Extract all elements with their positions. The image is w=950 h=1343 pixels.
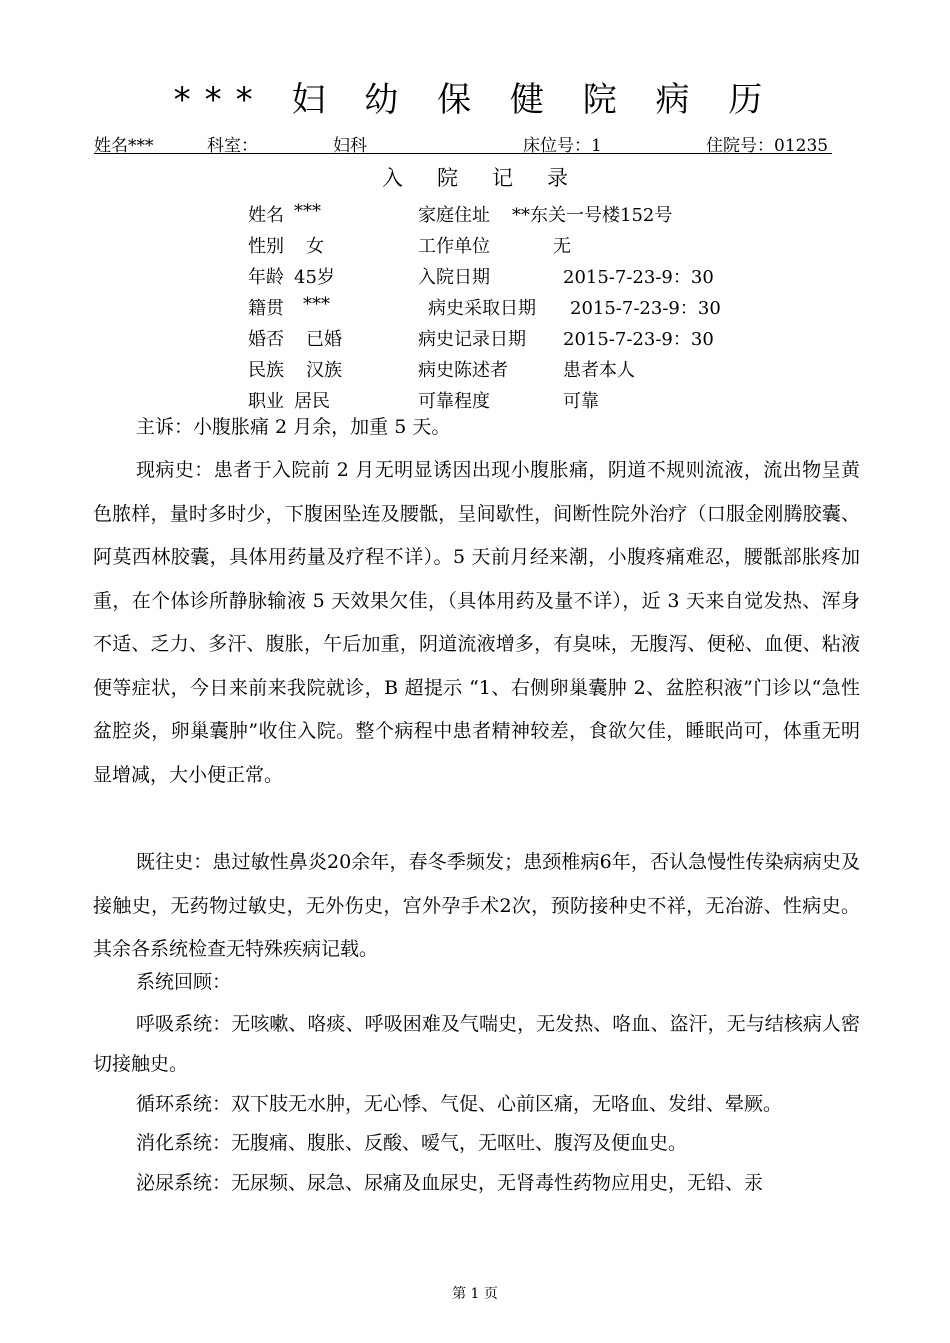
circulatory-system: 循环系统：双下肢无水肿，无心悸、气促、心前区痛，无咯血、发绀、晕厥。 (136, 1093, 783, 1115)
info-right-value: 可靠 (563, 391, 599, 412)
info-left-label: 年龄 (248, 267, 284, 288)
info-left-label: 婚否 (248, 329, 284, 350)
header-bed-number: 床位号：1 (523, 136, 602, 156)
info-left-value: *** (303, 294, 330, 315)
info-right-value: 患者本人 (563, 360, 635, 381)
header-name: 姓名*** (94, 136, 154, 156)
info-right-value: **东关一号楼152号 (512, 205, 673, 226)
info-right-label: 病史记录日期 (418, 329, 526, 350)
info-row (0, 201, 950, 225)
info-right-label: 工作单位 (418, 236, 490, 257)
info-left-value: *** (294, 201, 321, 222)
info-right-label: 家庭住址 (418, 205, 490, 226)
past-medical-history: 既往史：患过敏性鼻炎20余年，春冬季频发；患颈椎病6年，否认急慢性传染病病史及接触史，无药物过敏史，无外伤史，宫外孕手术2次，预防接种史不祥，无冶游、性病史。其余各系统检查无特殊疾病记载。 (93, 851, 860, 960)
info-left-value: 汉族 (306, 360, 342, 381)
info-right-value: 无 (553, 236, 571, 257)
info-left-value: 女 (306, 236, 324, 257)
present-illness-history: 现病史：患者于入院前 2 月无明显诱因出现小腹胀痛，阴道不规则流液，流出物呈黄色脓样，量时多时少，下腹困坠连及腰骶，呈间歇性，间断性院外治疗（口服金刚腾胶囊、阿莫西林胶囊，具体用药量及疗程不详）。5 天前月经来潮，小腹疼痛难忍，腰骶部胀疼加重，在个体诊所静脉输液 5 天效果欠佳，（具体用药及量不详），近 3 天来自觉发热、浑身不适、乏力、多汗、腹胀，午后加重，阴道流液增多，有臭味，无腹泻、便秘、血便、粘液便等症状，今日来前来我院就诊，B 超提示 “1、右侧卵巢囊肿 2、盆腔积液”门诊以“急性盆腔炎，卵巢囊肿”收住入院。整个病程中患者精神较差，食欲欠佳，睡眠尚可，体重无明显增减，大小便正常。 (93, 459, 860, 786)
info-left-value: 居民 (294, 391, 330, 412)
respiratory-system: 呼吸系统：无咳嗽、咯痰、呼吸困难及气喘史，无发热、咯血、盗汗，无与结核病人密切接触史。 (93, 1013, 860, 1075)
subtitle-text: 入院记录 (382, 166, 602, 190)
digestive-system: 消化系统：无腹痛、腹胀、反酸、嗳气，无呕吐、腹泻及便血史。 (136, 1132, 688, 1154)
info-right-value: 2015-7-23-9：30 (570, 298, 721, 319)
info-right-label: 入院日期 (418, 267, 490, 288)
info-row (0, 294, 950, 318)
info-right-label: 病史采取日期 (428, 298, 536, 319)
info-left-value: 已婚 (306, 329, 342, 350)
info-left-label: 性别 (248, 236, 284, 257)
info-right-label: 病史陈述者 (418, 360, 508, 381)
info-right-value: 2015-7-23-9：30 (563, 329, 714, 350)
info-left-label: 籍贯 (248, 298, 284, 319)
page-number: 第 1 页 (452, 1286, 498, 1302)
header-dept-value: 妇科 (333, 136, 367, 156)
info-left-label: 民族 (248, 360, 284, 381)
section-subtitle (0, 162, 950, 192)
header-admission-number: 住院号：01235 (706, 136, 829, 156)
info-row (0, 356, 950, 380)
info-left-label: 职业 (248, 391, 284, 412)
info-row (0, 325, 950, 349)
system-review-title: 系统回顾： (136, 971, 232, 993)
info-left-label: 姓名 (248, 205, 284, 226)
chief-complaint: 主诉：小腹胀痛 2 月余，加重 5 天。 (136, 416, 451, 438)
patient-header-line (94, 131, 832, 154)
info-right-label: 可靠程度 (418, 391, 490, 412)
document-title: *** 妇 幼 保 健 院 病 历 (173, 80, 777, 120)
urinary-system: 泌尿系统：无尿频、尿急、尿痛及血尿史，无肾毒性药物应用史，无铅、汞 (136, 1172, 764, 1194)
info-row (0, 263, 950, 287)
info-row (0, 232, 950, 256)
header-dept-label: 科室： (207, 136, 258, 156)
info-right-value: 2015-7-23-9：30 (563, 267, 714, 288)
info-left-value: 45岁 (294, 267, 335, 288)
